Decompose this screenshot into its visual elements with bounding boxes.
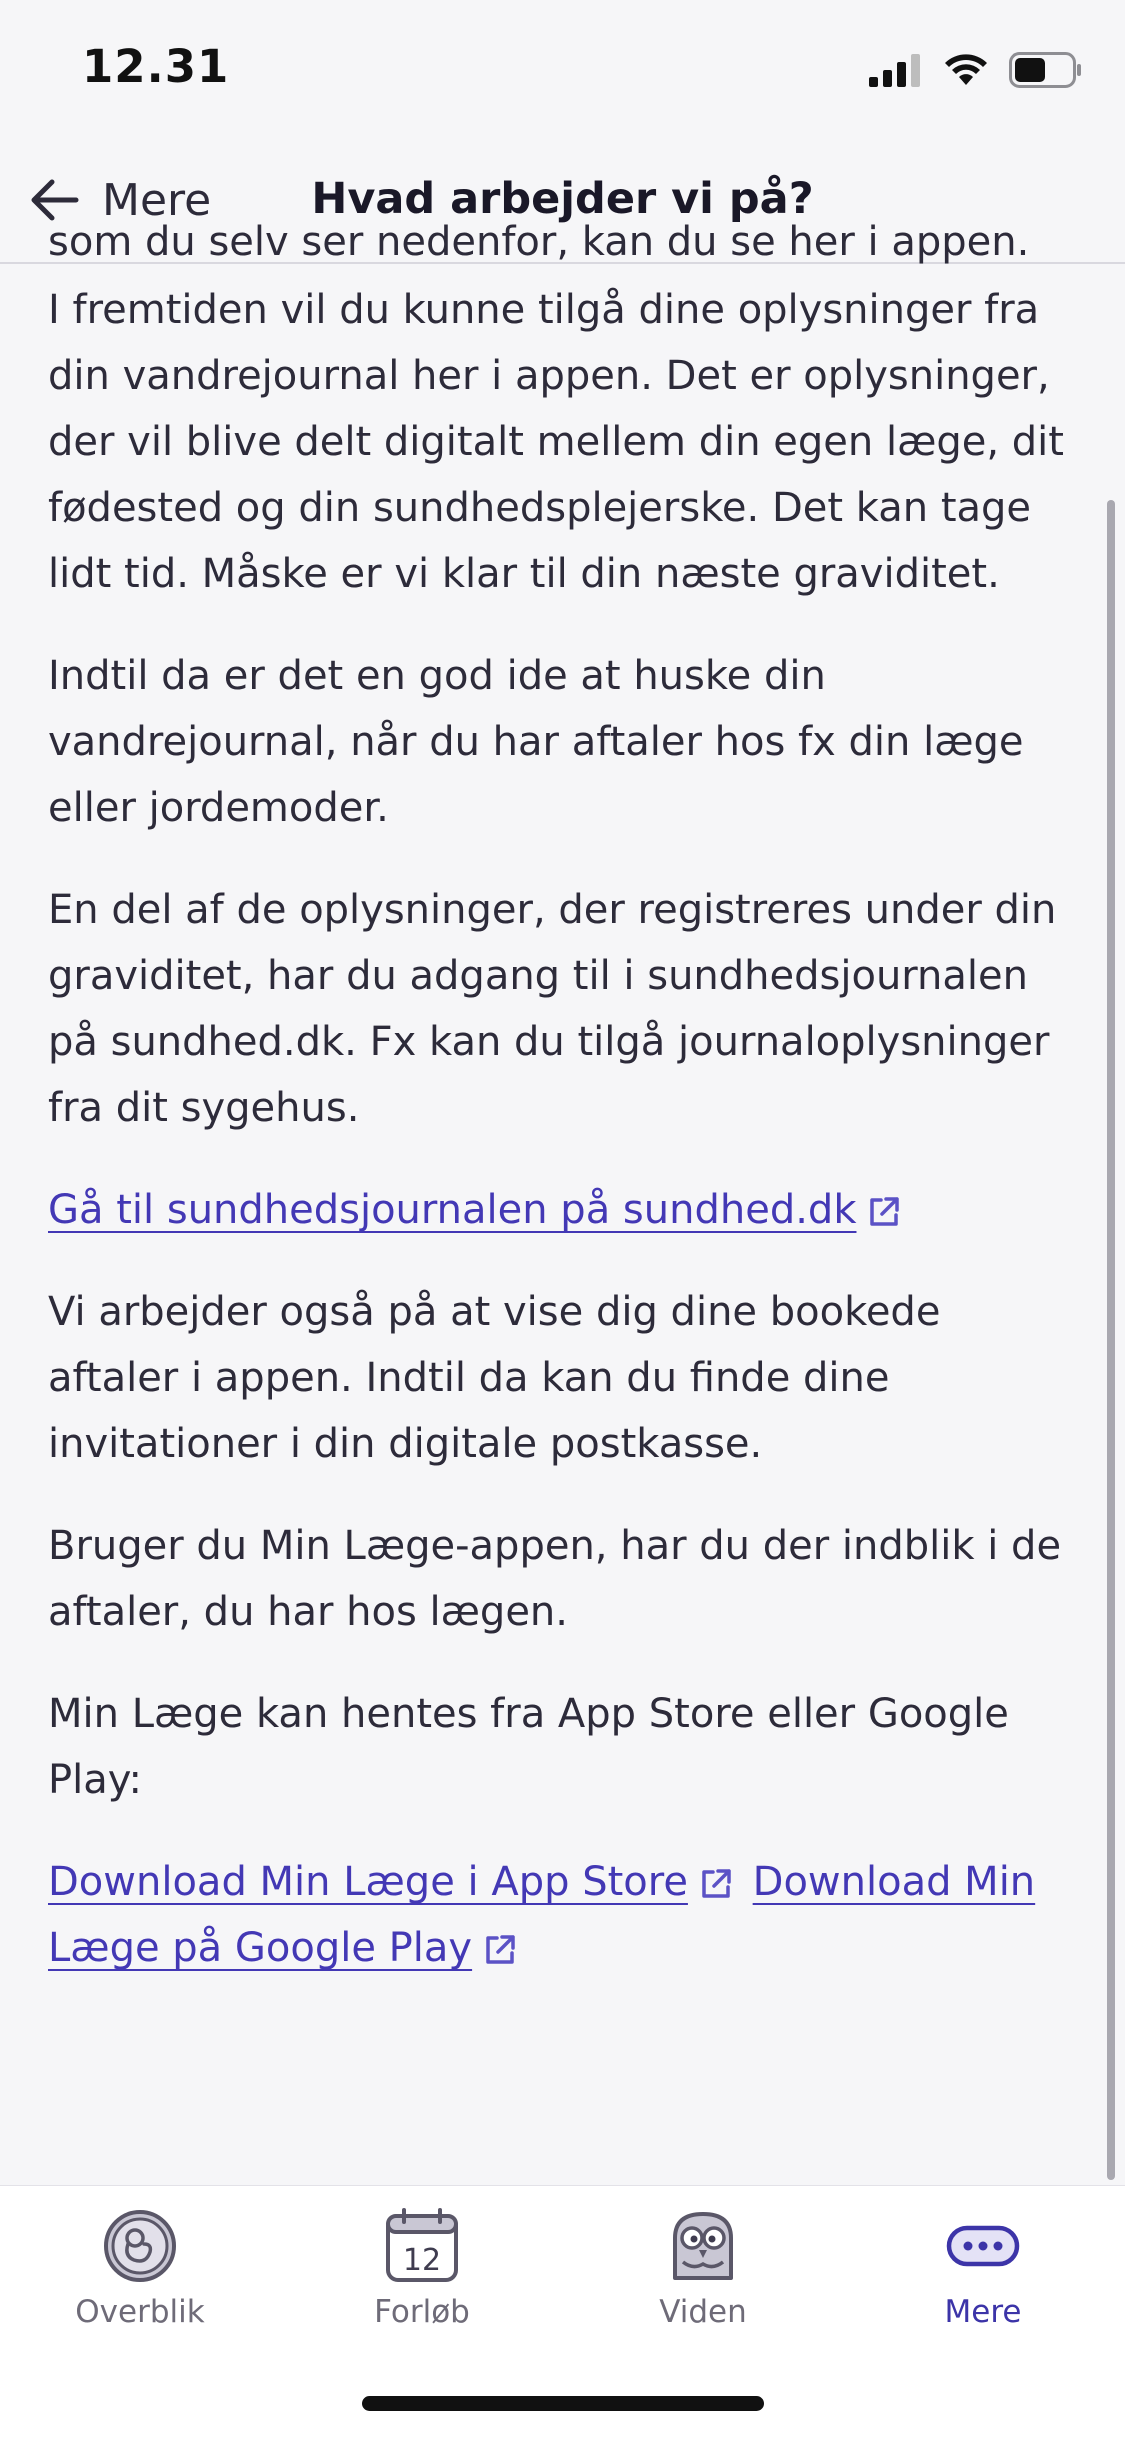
paragraph-download-info: Min Læge kan hentes fra App Store eller Google Play: bbox=[48, 1691, 1009, 1803]
partial-text-line: som du selv ser nedenfor, kan du se her i appen. bbox=[48, 219, 1030, 265]
calendar-day: 12 bbox=[402, 2243, 442, 2278]
wifi-icon bbox=[943, 53, 989, 87]
owl-icon bbox=[665, 2208, 741, 2284]
cellular-signal-icon bbox=[869, 53, 923, 87]
link-paragraph-downloads bbox=[48, 1849, 1078, 1981]
app-store-link[interactable]: Download Min Læge i App Store bbox=[48, 1859, 688, 1905]
paragraph-remember-journal: Indtil da er det en god ide at huske din vandrejournal, når du har aftaler hos fx din læge eller jordemoder. bbox=[48, 653, 1024, 831]
external-link-icon bbox=[698, 1866, 734, 1902]
paragraph-bookings: Vi arbejder også på at vise dig dine bookede aftaler i appen. Indtil da kan du finde dine invitationer i din digitale postkasse. bbox=[48, 1289, 941, 1467]
google-play-link[interactable]: Download Min Læge på Google Play bbox=[48, 1859, 1036, 1971]
paragraph-sundhedsjournal: En del af de oplysninger, der registreres under din graviditet, har du adgang til i sundhedsjournalen på sundhed.dk. Fx kan du tilgå journaloplysninger fra dit sygehus. bbox=[48, 887, 1057, 1131]
paragraph-min-laege: Bruger du Min Læge-appen, har du der indblik i de aftaler, du har hos lægen. bbox=[48, 1523, 1062, 1635]
external-link-icon bbox=[482, 1932, 518, 1968]
tab-forloeb[interactable] bbox=[322, 2208, 522, 2330]
external-link-icon bbox=[866, 1194, 902, 1230]
status-time: 12.31 bbox=[82, 40, 230, 93]
status-bar bbox=[0, 0, 1125, 140]
tab-mere[interactable] bbox=[883, 2208, 1083, 2330]
tab-label: Overblik bbox=[75, 2294, 205, 2330]
tab-overblik[interactable] bbox=[40, 2208, 240, 2330]
fetus-icon bbox=[102, 2208, 178, 2284]
more-icon bbox=[945, 2208, 1021, 2284]
paragraph-future-access: I fremtiden vil du kunne tilgå dine oplysninger fra din vandrejournal her i appen. Det er oplysninger, der vil blive delt digitalt mellem din egen læge, dit fødested og din sundhedsplejerske. Det kan tage lidt tid. Måske er vi klar til din næste graviditet. bbox=[48, 287, 1064, 597]
status-icons bbox=[869, 50, 1083, 90]
page-title: Hvad arbejder vi på? bbox=[311, 174, 814, 224]
calendar-icon bbox=[384, 2208, 460, 2284]
home-indicator bbox=[362, 2396, 764, 2411]
tab-label: Forløb bbox=[374, 2294, 470, 2330]
tab-label: Mere bbox=[944, 2294, 1022, 2330]
content-scroll-area[interactable] bbox=[0, 219, 1125, 2185]
back-label: Mere bbox=[102, 174, 212, 226]
battery-icon bbox=[1009, 52, 1083, 88]
article-body bbox=[48, 219, 1078, 2017]
scrollbar[interactable] bbox=[1107, 500, 1115, 2180]
link-paragraph-sundhed bbox=[48, 1177, 1078, 1243]
sundhedsjournal-link[interactable]: Gå til sundhedsjournalen på sundhed.dk bbox=[48, 1187, 857, 1233]
tab-viden[interactable] bbox=[603, 2208, 803, 2330]
tab-label: Viden bbox=[659, 2294, 747, 2330]
